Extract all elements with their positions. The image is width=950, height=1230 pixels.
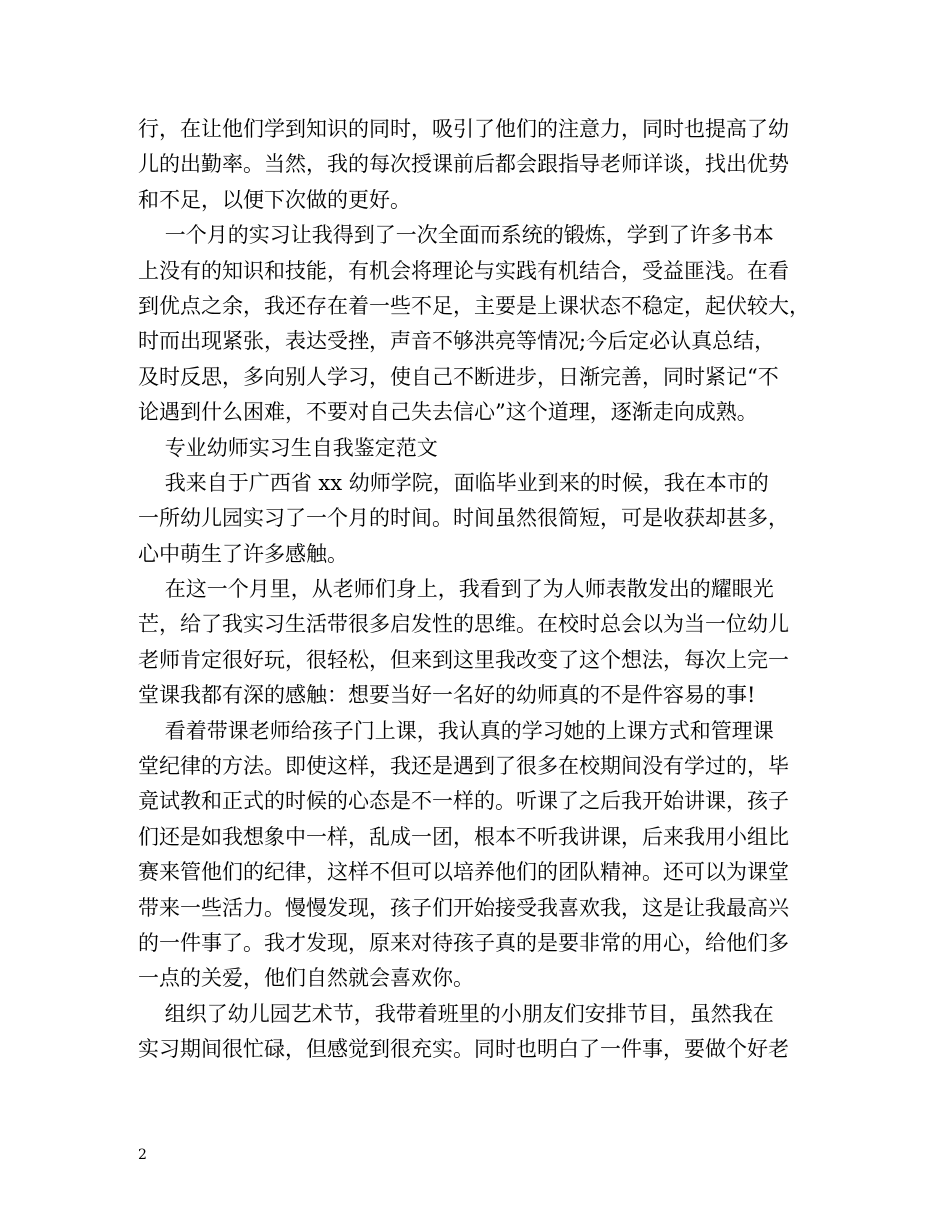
text-line: 实习期间很忙碌，但感觉到很充实。同时也明白了一件事，要做个好老 xyxy=(138,1037,789,1062)
text-line: 堂纪律的方法。即使这样，我还是遇到了很多在校期间没有学过的，毕 xyxy=(138,754,789,779)
text-line: 竟试教和正式的时候的心态是不一样的。听课了之后我开始讲课，孩子 xyxy=(138,789,789,814)
text-line: 论遇到什么困难，不要对自己失去信心”这个道理，逐渐走向成熟。 xyxy=(138,400,758,425)
text-line: 一点的关爱，他们自然就会喜欢你。 xyxy=(138,966,474,991)
text-line: 老师肯定很好玩，很轻松，但来到这里我改变了这个想法，每次上完一 xyxy=(138,647,789,672)
body-text xyxy=(138,112,828,1068)
text-line: 看着带课老师给孩子门上课，我认真的学习她的上课方式和管理课 xyxy=(138,718,774,743)
text-line: 儿的出勤率。当然，我的每次授课前后都会跟指导老师详谈，找出优势 xyxy=(138,152,789,177)
text-line: 我来自于广西省 xx 幼师学院，面临毕业到来的时候，我在本市的 xyxy=(138,470,769,495)
text-line: 芒，给了我实习生活带很多启发性的思维。在校时总会以为当一位幼儿 xyxy=(138,612,789,637)
text-line: 和不足，以便下次做的更好。 xyxy=(138,187,411,212)
text-line: 心中萌生了许多感触。 xyxy=(138,541,348,566)
text-line: 组织了幼儿园艺术节，我带着班里的小朋友们安排节目，虽然我在 xyxy=(138,1001,774,1026)
text-line: 一个月的实习让我得到了一次全面而系统的锻炼，学到了许多书本 xyxy=(138,223,774,248)
text-line: 们还是如我想象中一样，乱成一团，根本不听我讲课，后来我用小组比 xyxy=(138,824,789,849)
text-line: 时而出现紧张，表达受挫，声音不够洪亮等情况;今后定必认真总结， xyxy=(138,329,776,354)
text-line: 带来一些活力。慢慢发现，孩子们开始接受我喜欢我，这是让我最高兴 xyxy=(138,895,789,920)
text-line: 及时反思，多向别人学习，使自己不断进步，日渐完善，同时紧记“不 xyxy=(138,364,779,389)
page-number: 2 xyxy=(138,1147,147,1163)
text-line: 行，在让他们学到知识的同时，吸引了他们的注意力，同时也提高了幼 xyxy=(138,117,789,141)
text-line: 赛来管他们的纪律，这样不但可以培养他们的团队精神。还可以为课堂 xyxy=(138,860,789,885)
text-line: 到优点之余，我还存在着一些不足，主要是上课状态不稳定，起伏较大， xyxy=(138,293,810,318)
text-line: 堂课我都有深的感触：想要当好一名好的幼师真的不是件容易的事! xyxy=(138,683,756,708)
text-line: 一所幼儿园实习了一个月的时间。时间虽然很简短，可是收获却甚多， xyxy=(138,506,789,531)
text-line: 专业幼师实习生自我鉴定范文 xyxy=(138,435,438,460)
text-line: 上没有的知识和技能，有机会将理论与实践有机结合，受益匪浅。在看 xyxy=(138,258,789,283)
text-line: 的一件事了。我才发现，原来对待孩子真的是要非常的用心，给他们多 xyxy=(138,930,789,955)
text-line: 在这一个月里，从老师们身上，我看到了为人师表散发出的耀眼光 xyxy=(138,577,774,602)
